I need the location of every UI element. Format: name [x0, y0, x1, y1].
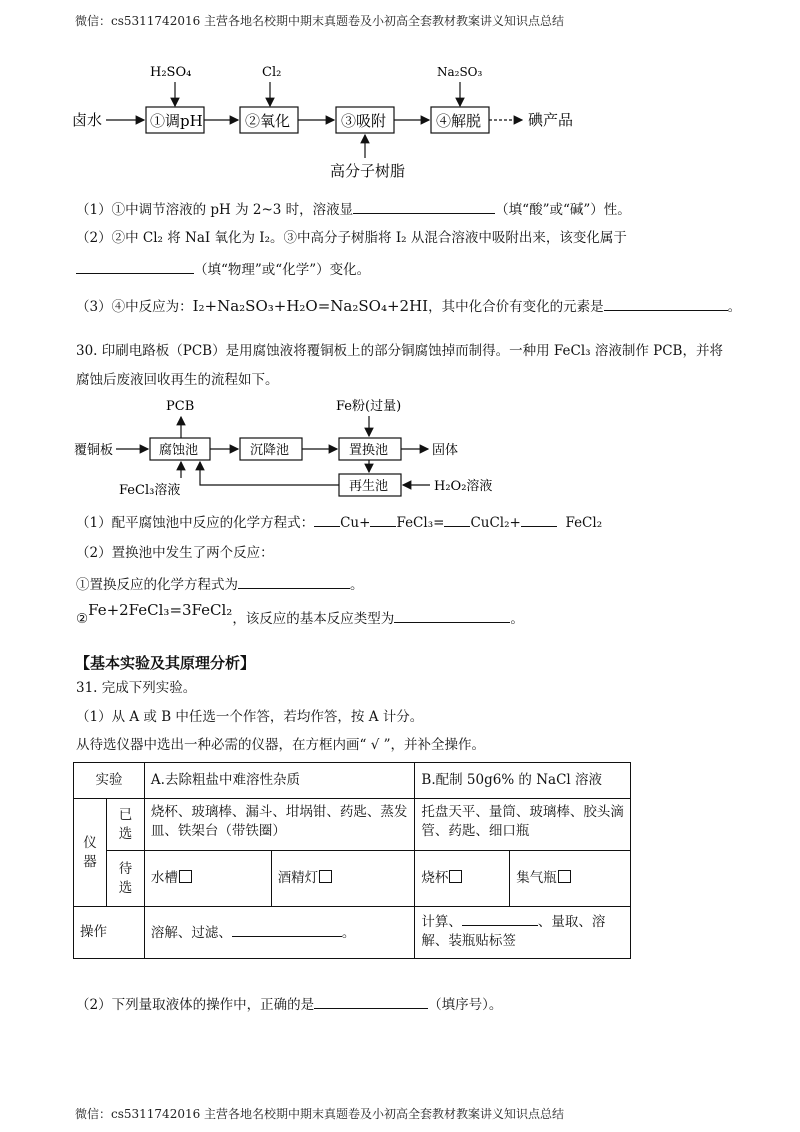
- q31-part1-instruction: 从待选仪器中选出一种必需的仪器，在方框内画“ √ ”，并补全操作。: [76, 737, 485, 753]
- selected-text: 已选: [118, 806, 133, 842]
- q30-p2-1-text: ①置换反应的化学方程式为: [76, 577, 238, 593]
- q30-part2-2: [76, 601, 524, 628]
- q30-cu: Cu+: [340, 515, 371, 531]
- q30-p2-1-blank[interactable]: [238, 574, 350, 589]
- instrument-label: [74, 799, 107, 907]
- a-cand2-text: 酒精灯: [277, 870, 319, 886]
- reagent-h2so4: H₂SO₄: [150, 65, 192, 80]
- fe-powder-label: Fe粉(过量): [336, 399, 402, 414]
- step4-desorption: ④解脱: [436, 112, 482, 130]
- resin-label: 高分子树脂: [330, 162, 406, 180]
- q30-fecl3: FeCl₃=: [396, 515, 445, 531]
- step1-adjust-ph: ①调pH: [150, 112, 203, 130]
- pcb-flow-diagram: [0, 390, 800, 510]
- q30-cucl2: CuCl₂+: [470, 515, 521, 531]
- q30-part1: [76, 512, 602, 532]
- q31-part1: （1）从 A 或 B 中任选一个作答，若均作答，按 A 计分。: [76, 709, 424, 725]
- q30-cucl2-blank[interactable]: [444, 512, 470, 527]
- q29-p3-equation: I₂+Na₂SO₃+H₂O=Na₂SO₄+2HI: [192, 297, 429, 315]
- q30-intro-line1: 30. 印刷电路板（PCB）是用腐蚀液将覆铜板上的部分铜腐蚀掉而制得。一种用 FeCl₃ 溶液制作 PCB，并将: [76, 343, 723, 359]
- a-candidate-2: [271, 851, 415, 907]
- input-brine: 卤水: [72, 111, 103, 129]
- step3-adsorption: ③吸附: [341, 112, 387, 130]
- b-operation: [415, 907, 631, 959]
- b-cand1-checkbox[interactable]: [449, 870, 462, 883]
- header-experiment: 实验: [74, 763, 145, 799]
- a-cand1-checkbox[interactable]: [179, 870, 192, 883]
- q30-p1-text: （1）配平腐蚀池中反应的化学方程式：: [76, 515, 315, 531]
- b-cand2-text: 集气瓶: [516, 870, 557, 886]
- a-cand1-text: 水槽: [150, 870, 178, 886]
- q29-part1: [76, 199, 631, 219]
- q30-cu-blank[interactable]: [314, 512, 340, 527]
- header-text: 微信：cs5311742016 主营各地名校期中期末真题卷及小初高全套教材教案讲义知识点总结: [75, 14, 565, 28]
- reagent-na2so3: Na₂SO₃: [437, 65, 483, 79]
- h2o2-label: H₂O₂溶液: [434, 479, 493, 494]
- experiment-table: [73, 762, 631, 959]
- q30-p2-2-mark: ②: [76, 611, 89, 627]
- q29-p1-blank[interactable]: [353, 199, 495, 214]
- a-op-blank[interactable]: [232, 922, 342, 937]
- b-candidate-1: [415, 851, 510, 907]
- a-selected: 烧杯、玻璃棒、漏斗、坩埚钳、药匙、蒸发皿、铁架台（带铁圈）: [144, 799, 414, 851]
- a-candidate-1: [144, 851, 271, 907]
- q30-fecl2-blank[interactable]: [521, 512, 557, 527]
- reagent-cl2: Cl₂: [262, 65, 282, 80]
- q29-p1-suffix: （填“酸”或“碱”）性。: [495, 202, 631, 218]
- q30-intro-line2: 腐蚀后废液回收再生的流程如下。: [76, 372, 279, 388]
- instrument-text: 仪器: [83, 834, 97, 870]
- box-settling-tank: 沉降池: [250, 443, 290, 458]
- q29-part2-line2: [76, 259, 370, 279]
- q30-part2: （2）置换池中发生了两个反应：: [76, 545, 274, 561]
- q30-fecl3-blank[interactable]: [370, 512, 396, 527]
- q31-part2: [76, 994, 502, 1014]
- q30-fecl2: FeCl₂: [565, 515, 603, 531]
- b-cand1-text: 烧杯: [421, 870, 449, 886]
- q29-p3-end: 。: [727, 299, 742, 315]
- q30-p2-1-end: 。: [350, 577, 364, 593]
- q29-part2-line1: （2）②中 Cl₂ 将 NaI 氧化为 I₂。③中高分子树脂将 I₂ 从混合溶液中吸附出来，该变化属于: [76, 230, 627, 246]
- q30-p2-2-text: ，该反应的基本反应类型为: [232, 611, 395, 627]
- q29-p1-text: （1）①中调节溶液的 pH 为 2~3 时，溶液显: [76, 202, 354, 218]
- b-selected: 托盘天平、量筒、玻璃棒、胶头滴管、药匙、细口瓶: [415, 799, 631, 851]
- q29-p2-blank[interactable]: [76, 259, 194, 274]
- section-title: 【基本实验及其原理分析】: [75, 654, 256, 672]
- q29-part3: [76, 296, 741, 316]
- q29-p3-blank[interactable]: [604, 296, 728, 311]
- output-iodine: 碘产品: [528, 111, 574, 129]
- footer-text: 微信：cs5311742016 主营各地名校期中期末真题卷及小初高全套教材教案讲义知识点总结: [75, 1107, 565, 1121]
- q31-p2-text: （2）下列量取液体的操作中，正确的是: [76, 997, 315, 1013]
- output-solid: 固体: [432, 443, 459, 458]
- q30-part2-1: [76, 574, 364, 594]
- box-regeneration-tank: 再生池: [349, 479, 389, 494]
- b-candidate-2: [510, 851, 631, 907]
- box-etching-tank: 腐蚀池: [159, 443, 199, 458]
- candidate-text: 待选: [118, 860, 133, 896]
- q30-p2-2-blank[interactable]: [394, 608, 510, 623]
- q31-intro: 31. 完成下列实验。: [76, 680, 197, 696]
- box-replacement-tank: 置换池: [349, 443, 389, 458]
- a-operation: [144, 907, 414, 959]
- q30-p2-2-end: 。: [510, 611, 524, 627]
- b-cand2-checkbox[interactable]: [558, 870, 571, 883]
- b-op-end: 、量取、溶解、装瓶贴标签: [421, 914, 606, 949]
- a-op-text: 溶解、过滤、: [150, 925, 232, 941]
- q31-p2-blank[interactable]: [314, 994, 428, 1009]
- a-cand2-checkbox[interactable]: [319, 870, 332, 883]
- b-op-text: 计算、: [421, 914, 462, 930]
- q30-p2-2-equation: Fe+2FeCl₃=3FeCl₂: [88, 601, 233, 619]
- iodine-flow-diagram: [0, 50, 800, 250]
- pcb-label: PCB: [166, 399, 195, 414]
- operation-label: 操作: [74, 907, 145, 959]
- q29-p3-text: （3）④中反应为：: [76, 299, 193, 315]
- selected-label: [106, 799, 144, 851]
- q31-p2-suffix: （填序号）。: [428, 997, 503, 1013]
- q29-p3-suffix: ，其中化合价有变化的元素是: [428, 299, 604, 315]
- fecl3-label: FeCl₃溶液: [119, 483, 181, 498]
- header-a: A.去除粗盐中难溶性杂质: [144, 763, 414, 799]
- q29-p2-suffix: （填“物理”或“化学”）变化。: [194, 262, 371, 278]
- step2-oxidation: ②氧化: [245, 112, 291, 130]
- input-copper-board: 覆铜板: [74, 443, 114, 458]
- a-op-end: 。: [341, 925, 356, 941]
- header-b: B.配制 50g6% 的 NaCl 溶液: [415, 763, 631, 799]
- b-op-blank[interactable]: [462, 911, 538, 926]
- candidate-label: [106, 851, 144, 907]
